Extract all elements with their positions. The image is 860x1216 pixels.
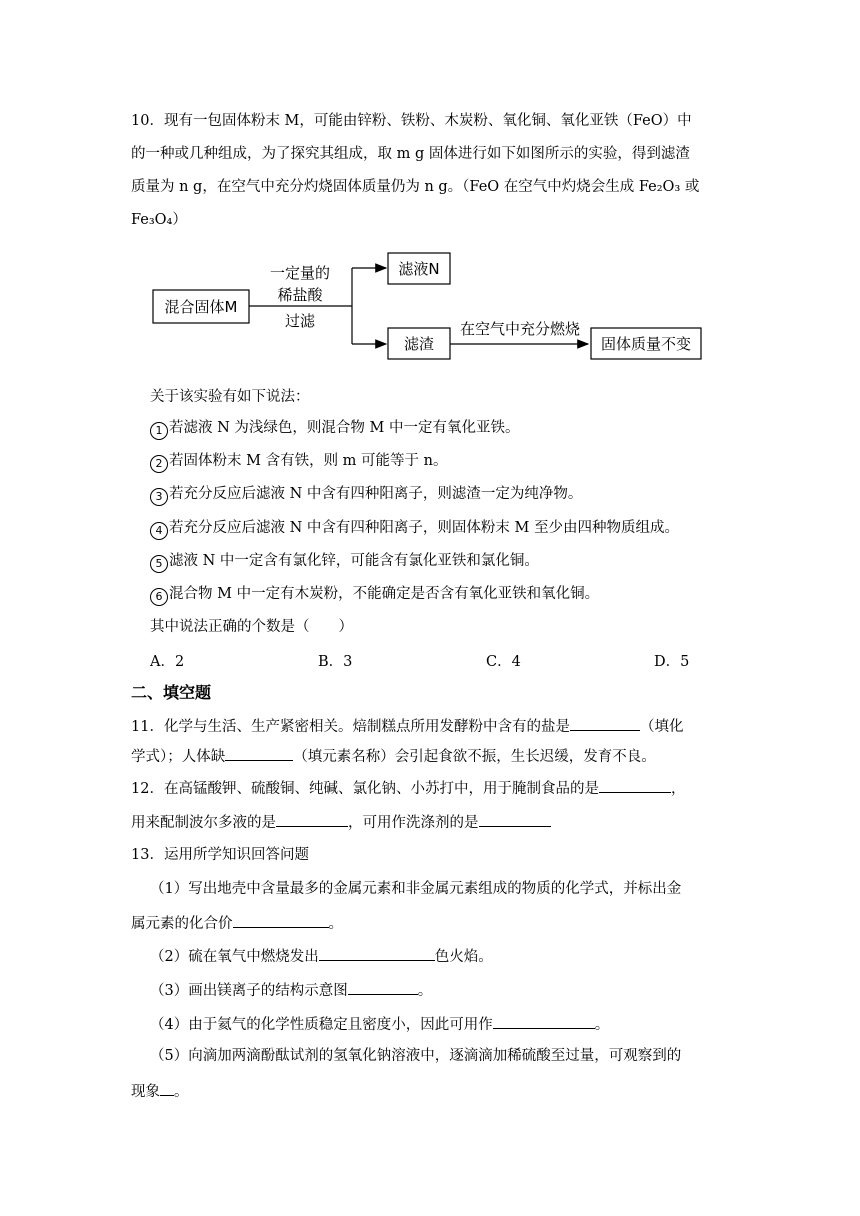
statement-1 xyxy=(150,418,519,440)
option-c[interactable]: C．4 xyxy=(486,654,521,670)
option-b[interactable]: B．3 xyxy=(318,654,353,670)
q13-p3-end: 。 xyxy=(417,983,433,999)
q13-blank-4[interactable] xyxy=(493,1013,595,1029)
option-a[interactable]: A．2 xyxy=(150,654,185,670)
q10-close-paren: ） xyxy=(172,212,187,228)
q13-p5-text: 现象 xyxy=(131,1084,160,1100)
q11-text-d: （填元素名称）会引起食欲不振，生长迟缓，发育不良。 xyxy=(293,749,656,765)
reagent-label-1: 一定量的 xyxy=(269,264,331,282)
q11-blank-1[interactable] xyxy=(570,715,640,731)
q12-blank-3[interactable] xyxy=(479,811,551,827)
circle-number-3: 3 xyxy=(150,488,168,506)
q11-line2 xyxy=(131,745,656,767)
q13-p1-text: 属元素的化合价 xyxy=(131,916,233,932)
q13-part1-line2 xyxy=(131,912,343,934)
q13-part2 xyxy=(150,945,493,967)
statement-5 xyxy=(150,551,539,573)
q10-line1: 10．现有一包固体粉末 M，可能由锌粉、铁粉、木炭粉、氧化铜、氧化亚铁（FeO）中 xyxy=(131,113,692,129)
q12-blank-1[interactable] xyxy=(599,777,671,793)
burn-label: 在空气中充分燃烧 xyxy=(459,320,581,338)
statement-6 xyxy=(150,584,599,606)
q13-p1-end: 。 xyxy=(328,916,343,932)
result-label: 固体质量不变 xyxy=(600,335,692,353)
statement-2 xyxy=(150,451,447,473)
circle-number-4: 4 xyxy=(150,522,168,540)
q12-blank-2[interactable] xyxy=(276,811,348,827)
mixture-label: 混合固体M xyxy=(164,298,238,316)
q10-line3-text: 质量为 n g，在空气中充分灼烧固体质量仍为 n g。（FeO 在空气中灼烧会生成 xyxy=(131,179,639,195)
q10-line2: 的一种或几种组成，为了探究其组成，取 m g 固体进行如下如图所示的实验，得到滤渣 xyxy=(131,146,690,162)
statement-4 xyxy=(150,518,679,540)
q13-p2-end: 色火焰。 xyxy=(434,949,493,965)
q13-part5-line1: （5）向滴加两滴酚酞试剂的氢氧化钠溶液中，逐滴滴加稀硫酸至过量，可观察到的 xyxy=(150,1048,682,1064)
q13-p4-end: 。 xyxy=(594,1017,610,1033)
statement-1-text: 若滤液 N 为浅绿色，则混合物 M 中一定有氧化亚铁。 xyxy=(169,420,520,436)
q11-text-c: 学式）；人体缺 xyxy=(131,749,226,765)
q11-text-b: （填化 xyxy=(639,719,684,735)
q13-part3 xyxy=(150,979,432,1001)
statement-4-text: 若充分反应后滤液 N 中含有四种阳离子，则固体粉末 M 至少由四种物质组成。 xyxy=(169,520,679,536)
statement-5-text: 滤液 N 中一定含有氯化锌，可能含有氯化亚铁和氯化铜。 xyxy=(169,553,539,569)
q13-p2-text: （2）硫在氧气中燃烧发出 xyxy=(150,949,319,965)
section-heading: 二、填空题 xyxy=(131,683,212,702)
statement-3 xyxy=(150,484,582,506)
q12-text-c: 用来配制波尔多液的是 xyxy=(131,815,276,831)
circle-number-1: 1 xyxy=(150,422,168,440)
q13-blank-2[interactable] xyxy=(319,945,435,961)
q13-part4 xyxy=(150,1013,609,1035)
q10-question: 其中说法正确的个数是（ ） xyxy=(150,619,353,635)
q11-line1 xyxy=(131,715,683,737)
q12-text-d: ，可用作洗涤剂的是 xyxy=(348,815,479,831)
reagent-label-3: 过滤 xyxy=(284,312,316,330)
statement-3-text: 若充分反应后滤液 N 中含有四种阳离子，则滤渣一定为纯净物。 xyxy=(169,486,583,502)
fe3o4-formula: Fe₃O₄ xyxy=(131,212,173,228)
q13-p3-text: （3）画出镁离子的结构示意图 xyxy=(150,983,348,999)
option-d[interactable]: D．5 xyxy=(654,654,690,670)
q13-p4-text: （4）由于氦气的化学性质稳定且密度小，因此可用作 xyxy=(150,1017,493,1033)
q13-blank-5[interactable] xyxy=(160,1080,174,1096)
circle-number-5: 5 xyxy=(150,555,168,573)
statement-6-text: 混合物 M 中一定有木炭粉，不能确定是否含有氧化亚铁和氧化铜。 xyxy=(169,586,600,602)
circle-number-6: 6 xyxy=(150,588,168,606)
q13-blank-1[interactable] xyxy=(233,912,329,928)
q12-text-a: 12．在高锰酸钾、硫酸铜、纯碱、氯化钠、小苏打中，用于腌制食品的是 xyxy=(131,781,599,797)
statement-2-text: 若固体粉末 M 含有铁，则 m 可能等于 n。 xyxy=(169,453,448,469)
q10-intro: 关于该实验有如下说法： xyxy=(150,389,310,405)
q13-p5-end: 。 xyxy=(174,1084,189,1100)
filtrate-label: 滤液N xyxy=(398,260,440,278)
q13-part5-line2 xyxy=(131,1080,189,1102)
experiment-flow-diagram xyxy=(0,0,860,380)
circle-number-2: 2 xyxy=(150,455,168,473)
q13-blank-3[interactable] xyxy=(348,979,418,995)
residue-label: 滤渣 xyxy=(403,335,435,353)
q11-blank-2[interactable] xyxy=(225,745,293,761)
q12-text-b: ， xyxy=(670,781,686,797)
q13-part1-line1: （1）写出地壳中含量最多的金属元素和非金属元素组成的物质的化学式，并标出金 xyxy=(150,881,682,897)
q12-line2 xyxy=(131,811,551,833)
reagent-label-2: 稀盐酸 xyxy=(277,286,323,304)
q11-text-a: 11．化学与生活、生产紧密相关。焙制糕点所用发酵粉中含有的盐是 xyxy=(131,719,570,735)
q12-line1 xyxy=(131,777,685,799)
fe2o3-formula: Fe₂O₃ xyxy=(638,179,681,195)
q13-title: 13．运用所学知识回答问题 xyxy=(131,847,309,863)
q10-or: 或 xyxy=(680,179,700,195)
